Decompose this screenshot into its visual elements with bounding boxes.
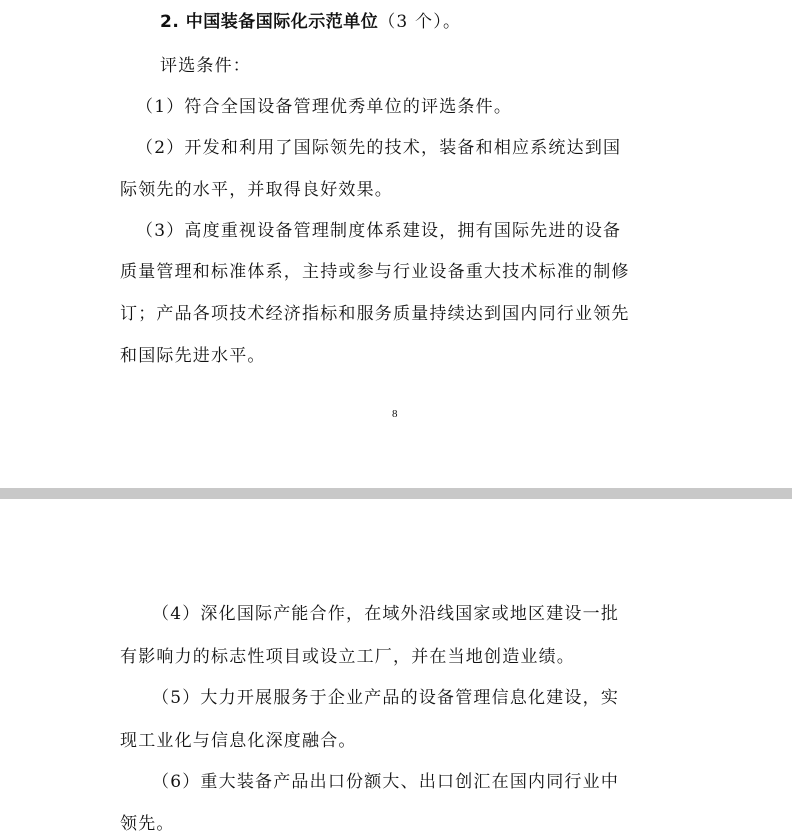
document-page-bottom — [0, 499, 792, 840]
criterion-2-line-1: （2）开发和利用了国际领先的技术，装备和相应系统达到国 — [136, 138, 622, 158]
criterion-4-line-1: （4）深化国际产能合作，在域外沿线国家或地区建设一批 — [152, 604, 620, 624]
page-separator — [0, 488, 792, 499]
criterion-5-line-1: （5）大力开展服务于企业产品的设备管理信息化建设，实 — [152, 688, 620, 708]
criterion-3-line-2: 质量管理和标准体系，主持或参与行业设备重大技术标准的制修 — [120, 262, 630, 282]
section-heading-title: 2. 中国装备国际化示范单位 — [160, 12, 379, 32]
criterion-3-line-4: 和国际先进水平。 — [120, 346, 266, 366]
criterion-2-line-2: 际领先的水平，并取得良好效果。 — [120, 180, 393, 200]
criterion-3-line-3: 订；产品各项技术经济指标和服务质量持续达到国内同行业领先 — [120, 304, 630, 324]
criterion-5-line-2: 现工业化与信息化深度融合。 — [120, 731, 357, 751]
criterion-4-line-2: 有影响力的标志性项目或设立工厂，并在当地创造业绩。 — [120, 647, 575, 667]
criteria-label: 评选条件： — [160, 56, 251, 76]
criterion-1: （1）符合全国设备管理优秀单位的评选条件。 — [136, 97, 513, 117]
criterion-6-line-2: 领先。 — [120, 814, 175, 834]
criterion-6-line-1: （6）重大装备产品出口份额大、出口创汇在国内同行业中 — [152, 772, 620, 792]
page-number: 8 — [392, 408, 398, 420]
section-heading-count: （3 个）。 — [378, 12, 462, 32]
criterion-3-line-1: （3）高度重视设备管理制度体系建设，拥有国际先进的设备 — [136, 221, 622, 241]
section-heading — [160, 10, 720, 34]
